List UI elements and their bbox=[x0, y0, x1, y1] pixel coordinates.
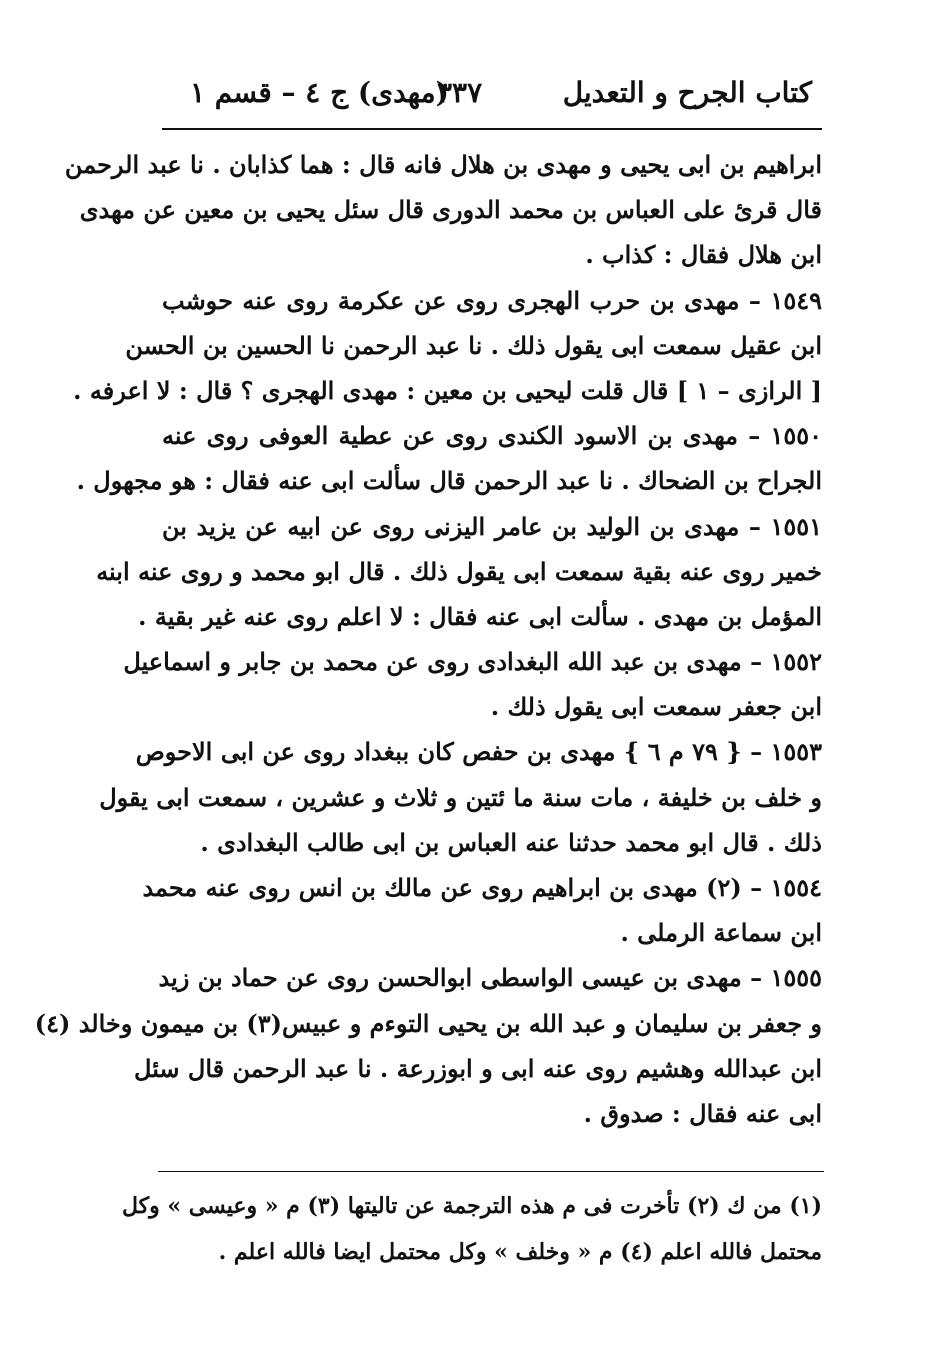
footnote-line: محتمل فالله اعلم (٤) م « وخلف » وكل محتمل ايضا فالله اعلم . bbox=[218, 1239, 822, 1265]
entry-1549-line: ١٥٤٩ – مهدى بن حرب الهجرى روى عن عكرمة روى عنه حوشب bbox=[162, 285, 822, 315]
text-line: ابن عقيل سمعت ابى يقول ذلك . نا عبد الرحمن نا الحسين بن الحسن bbox=[125, 330, 822, 360]
text-line: ابن هلال فقال : كذاب . bbox=[585, 240, 822, 270]
page-header bbox=[162, 70, 822, 122]
text-line: خمير روى عنه بقية سمعت ابى يقول ذلك . قال ابو محمد و روى عنه ابنه bbox=[96, 556, 822, 586]
text-line: ابن جعفر سمعت ابى يقول ذلك . bbox=[490, 692, 822, 722]
footnote-line: (١) من ك (٢) تأخرت فى م هذه الترجمة عن تاليتها (٣) م « وعيسى » وكل bbox=[121, 1193, 822, 1219]
entry-1552-line: ١٥٥٢ – مهدى بن عبد الله البغدادى روى عن محمد بن جابر و اسماعيل bbox=[123, 647, 822, 677]
entry-1553-line: ١٥٥٣ – { ٧٩ م ٦ } مهدى بن حفص كان ببغداد روى عن ابى الاحوص bbox=[135, 737, 822, 767]
text-line: و خلف بن خليفة ، مات سنة ما ئتين و ثلاث و عشرين ، سمعت ابى يقول bbox=[99, 782, 822, 812]
section-marker: (مهدى) ج ٤ – قسم ١ bbox=[190, 76, 449, 109]
entry-1551-line: ١٥٥١ – مهدى بن الوليد بن عامر اليزنى روى عن ابيه عن يزيد بن bbox=[162, 511, 822, 541]
main-text bbox=[34, 142, 822, 1136]
text-line: و جعفر بن سليمان و عبد الله بن يحيى التوءم و عبيس(٣) بن ميمون وخالد (٤) bbox=[34, 1008, 822, 1038]
text-line: [ الرازى – ١ ] قال قلت ليحيى بن معين : مهدى الهجرى ؟ قال : لا اعرفه . bbox=[73, 375, 822, 405]
entry-1550-line: ١٥٥٠ – مهدى بن الاسود الكندى روى عن عطية العوفى روى عنه bbox=[162, 421, 822, 451]
text-line: الجراح بن الضحاك . نا عبد الرحمن قال سألت ابى عنه فقال : هو مجهول . bbox=[76, 466, 822, 496]
footnotes bbox=[121, 1184, 822, 1276]
text-line: قال قرئ على العباس بن محمد الدورى قال سئل يحيى بن معين عن مهدى bbox=[79, 195, 822, 225]
footnote-rule bbox=[158, 1171, 824, 1172]
text-line: ابن سماعة الرملى . bbox=[620, 918, 822, 948]
book-title: كتاب الجرح و التعديل bbox=[562, 76, 812, 109]
page-number: ٣٣٧ bbox=[437, 76, 483, 109]
header-rule bbox=[162, 128, 822, 130]
text-line: ابراهيم بن ابى يحيى و مهدى بن هلال فانه قال : هما كذابان . نا عبد الرحمن bbox=[64, 150, 822, 179]
text-line: ابى عنه فقال : صدوق . bbox=[583, 1098, 822, 1128]
text-line: ذلك . قال ابو محمد حدثنا عنه العباس بن ابى طالب البغدادى . bbox=[200, 827, 822, 857]
text-line: المؤمل بن مهدى . سألت ابى عنه فقال : لا اعلم روى عنه غير بقية . bbox=[138, 601, 822, 631]
entry-1555-line: ١٥٥٥ – مهدى بن عيسى الواسطى ابوالحسن روى عن حماد بن زيد bbox=[158, 963, 822, 993]
entry-1554-line: ١٥٥٤ – (٢) مهدى بن ابراهيم روى عن مالك بن انس روى عنه محمد bbox=[142, 873, 822, 902]
text-line: ابن عبدالله وهشيم روى عنه ابى و ابوزرعة . نا عبد الرحمن قال سئل bbox=[134, 1053, 822, 1083]
